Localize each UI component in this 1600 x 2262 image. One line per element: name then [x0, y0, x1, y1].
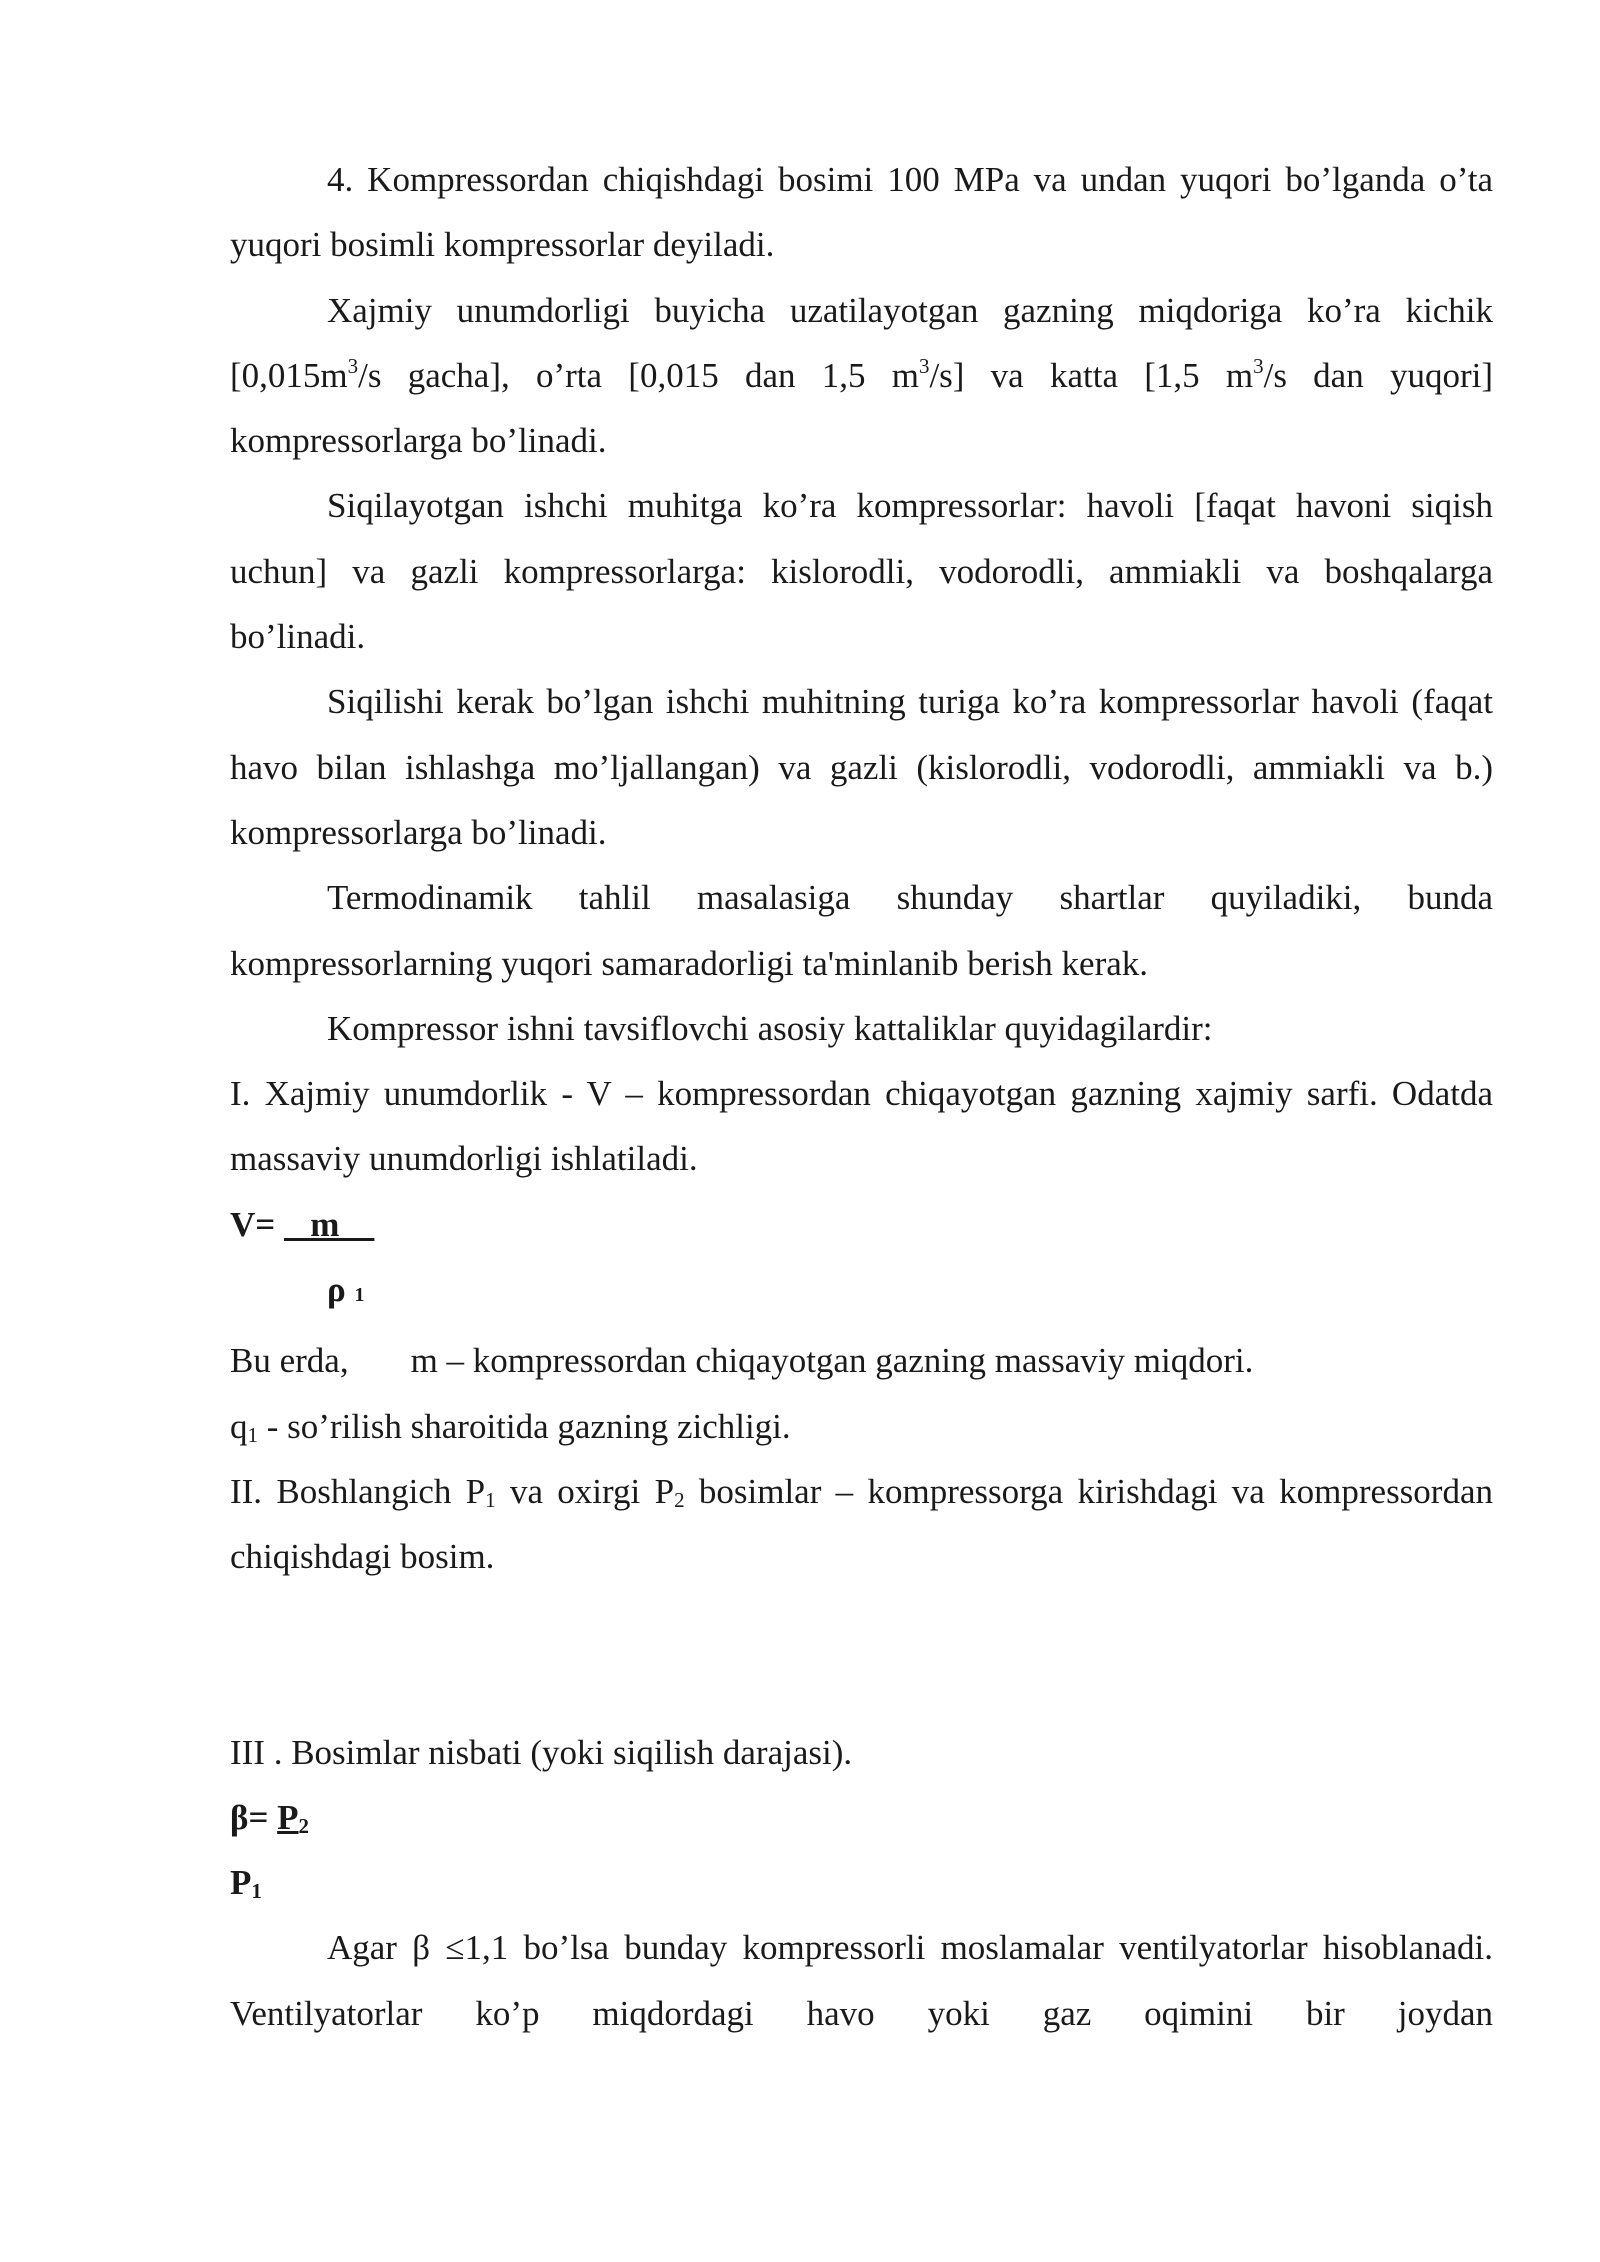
- paragraph-density-definition: [230, 1394, 1493, 1459]
- superscript: 3: [347, 353, 359, 378]
- paragraph-ventilators: Agar β ≤1,1 bo’lsa bunday kompressorli moslamalar ventilyatorlar hisoblanadi. Ventilyatorlar ko’p miqdordagi havo yoki gaz oqimini bir joydan: [230, 1928, 1493, 2033]
- paragraph-volumetric-capacity: I. Xajmiy unumdorlik - V – kompressordan chiqayotgan gazning xajmiy sarfi. Odatda massaviy unumdorligi ishlatiladi.: [230, 1074, 1493, 1179]
- text-run: /s] va katta [1,5 m: [929, 355, 1254, 395]
- blank-space: [230, 1590, 1493, 1720]
- formula-volume-denominator: [230, 1257, 1493, 1328]
- paragraph-pressure-class: 4. Kompressordan chiqishdagi bosimi 100 MPa va undan yuqori bo’lganda o’ta yuqori bosimli kompressorlar deyiladi.: [230, 160, 1493, 265]
- formula-denominator-subscript: 1: [354, 1284, 365, 1307]
- subscript: 1: [247, 1422, 258, 1447]
- formula-volume-numerator: [230, 1192, 1493, 1257]
- formula-lhs: β=: [230, 1797, 278, 1837]
- paragraph-capacity-class: [230, 278, 1493, 474]
- subscript: 2: [674, 1487, 685, 1512]
- paragraph-pressures: [230, 1459, 1493, 1590]
- text-run: q: [230, 1406, 248, 1446]
- formula-beta-numerator: [230, 1785, 1493, 1850]
- text-run: Bu erda,: [230, 1341, 349, 1381]
- paragraph-mass-definition: [230, 1328, 1493, 1393]
- text-run: /s gacha], o’rta [0,015 dan 1,5 m: [358, 355, 919, 395]
- text-run: II. Boshlangich P: [230, 1471, 486, 1511]
- formula-numerator-subscript: 2: [298, 1813, 310, 1838]
- text-run: bosimlar – kompressorga kirishdagi va kompressordan chiqishdagi bosim.: [230, 1471, 1493, 1577]
- paragraph-thermodynamic: Termodinamik tahlil masalasiga shunday shartlar quyiladiki, bunda kompressorlarning yuqori samaradorligi ta'minlanib berish kerak.: [230, 878, 1493, 983]
- document-body: [230, 147, 1493, 2046]
- formula-numerator: m: [283, 1204, 375, 1244]
- text-run: m – kompressordan chiqayotgan gazning massaviy miqdori.: [410, 1341, 1254, 1381]
- formula-denominator-symbol: ρ: [327, 1270, 355, 1310]
- text-run: va oxirgi P: [495, 1471, 675, 1511]
- superscript: 3: [1253, 353, 1264, 378]
- text-run: /s dan yuqori] kompressorlarga bo’linadi.: [230, 355, 1493, 461]
- formula-beta-denominator: [230, 1850, 1493, 1915]
- formula-numerator-symbol: P: [277, 1797, 299, 1837]
- text-run: Xajmiy unumdorligi buyicha uzatilayotgan gazning miqdoriga ko’ra kichik [0,015m: [230, 290, 1493, 395]
- formula-lhs: V=: [230, 1204, 284, 1244]
- paragraph-working-medium: Siqilishi kerak bo’lgan ishchi muhitning turiga ko’ra kompressorlar havoli (faqat havo bilan ishlashga mo’ljallangan) va gazli (kislorodli, vodorodli, ammiakli va b.) kompressorlarga bo’linadi.: [230, 682, 1493, 852]
- superscript: 3: [918, 353, 930, 378]
- paragraph-pressure-ratio: III . Bosimlar nisbati (yoki siqilish darajasi).: [230, 1732, 853, 1772]
- subscript: 1: [485, 1487, 496, 1512]
- paragraph-main-quantities: Kompressor ishni tavsiflovchi asosiy kattaliklar quyidagilardir:: [327, 1008, 1213, 1048]
- formula-numerator: [277, 1798, 309, 1837]
- formula-denominator-symbol: P: [230, 1863, 252, 1903]
- paragraph-medium-class: Siqilayotgan ishchi muhitga ko’ra kompressorlar: havoli [faqat havoni siqish uchun] va gazli kompressorlarga: kislorodli, vodorodli, ammiakli va boshqalarga bo’linadi.: [230, 486, 1493, 657]
- text-run: - so’rilish sharoitida gazning zichligi.: [258, 1406, 791, 1446]
- formula-denominator-subscript: 1: [251, 1879, 262, 1904]
